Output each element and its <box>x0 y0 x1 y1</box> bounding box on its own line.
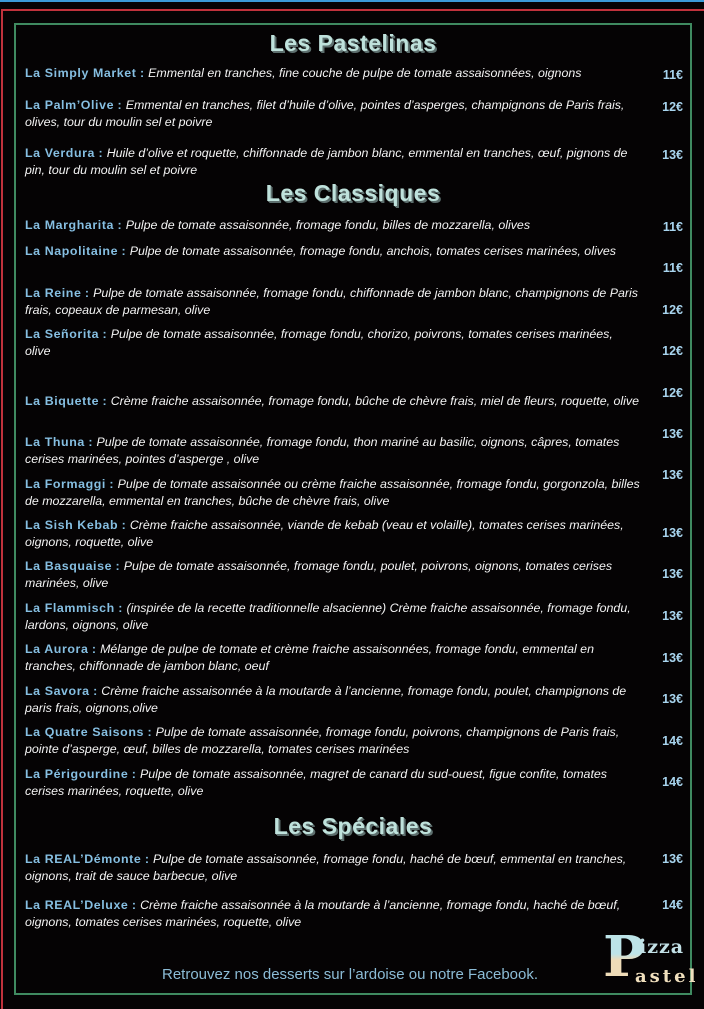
item-price: 13€ <box>662 526 683 540</box>
item-description: Pulpe de tomate assaisonnée, fromage fondu, poivrons, champignons de Paris frais, pointe d’asperge, œuf, billes de mozzarella, tomates cerises marinées <box>25 725 620 756</box>
item-separator: : <box>117 98 123 112</box>
item-description: Crème fraiche assaisonnée à la moutarde à l’ancienne, fromage fondu, poulet, champignons de paris frais, oignons,olive <box>25 684 627 715</box>
item-name: La Flammisch <box>25 601 115 615</box>
item-price: 11€ <box>662 220 683 234</box>
logo-line-2: astel <box>635 966 699 987</box>
item-separator: : <box>121 518 127 532</box>
section-title-speciales: Les Spéciales <box>273 813 433 839</box>
item-price: 13€ <box>662 692 683 706</box>
item-separator: : <box>88 435 94 449</box>
menu-item-flammisch <box>25 600 640 633</box>
menu-item-simply-market <box>25 65 640 82</box>
menu-item-quatre-saisons <box>25 724 640 757</box>
item-name: La Thuna <box>25 435 85 449</box>
item-price: 13€ <box>662 651 683 665</box>
menu-item-aurora <box>25 641 640 674</box>
menu-item-senorita <box>25 326 640 359</box>
item-separator: : <box>102 394 108 408</box>
item-separator: : <box>91 642 97 656</box>
item-description: Mélange de pulpe de tomate et crème fraiche assaisonnées, fromage fondu, emmental en tranches, chiffonnade de jambon blanc, oeuf <box>25 642 594 673</box>
menu-item-savora <box>25 683 640 716</box>
footer-note: Retrouvez nos desserts sur l’ardoise ou notre Facebook. <box>161 966 539 983</box>
item-price: 13€ <box>662 148 683 162</box>
item-price: 13€ <box>662 427 683 441</box>
item-description: (inspirée de la recette traditionnelle alsacienne) Crème fraiche assaisonnée, fromage fondu, lardons, oignons, olive <box>25 601 631 632</box>
item-name: La Formaggi <box>25 477 106 491</box>
menu-item-palm-olive <box>25 97 640 130</box>
item-separator: : <box>117 218 123 232</box>
item-name: La Simply Market <box>25 66 137 80</box>
logo-initial: P <box>603 924 646 990</box>
top-accent-line <box>0 0 704 2</box>
item-description: Pulpe de tomate assaisonnée, fromage fondu, chiffonnade de jambon blanc, champignons de Paris frais, copeaux de parmesan, olive <box>25 286 638 317</box>
item-price: 11€ <box>662 68 683 82</box>
item-separator: : <box>131 898 137 912</box>
item-price: 14€ <box>662 898 683 912</box>
item-description: Pulpe de tomate assaisonnée ou crème fraiche assaisonnée, fromage fondu, gorgonzola, billes de mozzarella, emmental en tranches, bûche de chèvre frais, olive <box>25 477 640 508</box>
item-description: Crème fraiche assaisonnée à la moutarde à l’ancienne, fromage fondu, haché de bœuf, oignons, tomates cerises marinées, roquette, olive <box>25 898 621 929</box>
item-price: 13€ <box>662 852 683 866</box>
item-description: Pulpe de tomate assaisonnée, fromage fondu, billes de mozzarella, olives <box>125 218 531 232</box>
item-description: Emmental en tranches, fine couche de pulpe de tomate assaisonnées, oignons <box>148 66 582 80</box>
menu-item-napolitaine <box>25 243 640 260</box>
item-name: La Sish Kebab <box>25 518 119 532</box>
item-name: La Napolitaine <box>25 244 119 258</box>
item-description: Pulpe de tomate assaisonnée, fromage fondu, chorizo, poivrons, tomates cerises marinées, olive <box>25 327 613 358</box>
pizza-pastel-logo <box>603 924 699 992</box>
item-separator: : <box>118 601 124 615</box>
section-title-pastelinas: Les Pastelinas <box>269 30 437 56</box>
item-separator: : <box>147 725 153 739</box>
item-price: 12€ <box>662 386 683 400</box>
item-description: Pulpe de tomate assaisonnée, fromage fondu, poulet, poivrons, oignons, tomates cerises marinées, olive <box>25 559 613 590</box>
menu-item-basquaise <box>25 558 640 591</box>
item-separator: : <box>144 852 150 866</box>
item-name: La Périgourdine <box>25 767 129 781</box>
item-name: La Aurora <box>25 642 89 656</box>
item-name: La Biquette <box>25 394 100 408</box>
item-price: 14€ <box>662 734 683 748</box>
menu-item-formaggi <box>25 476 640 509</box>
item-description: Crème fraiche assaisonnée, viande de kebab (veau et volaille), tomates cerises marinées, oignons, roquette, olive <box>25 518 624 549</box>
item-name: La Palm’Olive <box>25 98 115 112</box>
item-separator: : <box>93 684 98 698</box>
item-price: 12€ <box>662 344 683 358</box>
item-description: Pulpe de tomate assaisonnée, magret de canard du sud-ouest, figue confite, tomates cerises marinées, roquette, olive <box>25 767 607 798</box>
section-title-classiques: Les Classiques <box>265 180 441 206</box>
item-name: La Quatre Saisons <box>25 725 144 739</box>
item-price: 14€ <box>662 775 683 789</box>
item-description: Pulpe de tomate assaisonnée, fromage fondu, haché de bœuf, emmental en tranches, oignons, trait de sauce barbecue, olive <box>25 852 627 883</box>
item-price: 13€ <box>662 468 683 482</box>
item-description: Huile d’olive et roquette, chiffonnade de jambon blanc, emmental en tranches, œuf, pignons de pin, tour du moulin sel et poivre <box>25 146 628 177</box>
item-description: Pulpe de tomate assaisonnée, fromage fondu, anchois, tomates cerises marinées, olives <box>129 244 616 258</box>
menu-item-real-deluxe <box>25 897 640 930</box>
item-name: La Margharita <box>25 218 115 232</box>
menu-item-perigourdine <box>25 766 640 799</box>
item-description: Crème fraiche assaisonnée, fromage fondu, bûche de chèvre frais, miel de fleurs, roquette, olive <box>110 394 639 408</box>
item-separator: : <box>115 559 121 573</box>
item-description: Emmental en tranches, filet d’huile d’olive, pointes d’asperges, champignons de Paris frais, olives, tour du moulin sel et poivre <box>25 98 625 129</box>
menu-item-thuna <box>25 434 640 467</box>
item-separator: : <box>139 66 145 80</box>
menu-item-margharita <box>25 217 640 234</box>
item-price: 13€ <box>662 609 683 623</box>
item-separator: : <box>84 286 90 300</box>
item-separator: : <box>121 244 127 258</box>
item-price: 11€ <box>662 261 683 275</box>
menu-item-reine <box>25 285 640 318</box>
item-separator: : <box>98 146 104 160</box>
menu-item-verdura <box>25 145 640 178</box>
item-name: La Señorita <box>25 327 100 341</box>
item-price: 12€ <box>662 100 683 114</box>
item-description: Pulpe de tomate assaisonnée, fromage fondu, thon mariné au basilic, oignons, câpres, tomates cerises marinées, pointes d’asperge , olive <box>25 435 620 466</box>
logo-line-1: izza <box>639 936 685 958</box>
item-name: La Verdura <box>25 146 96 160</box>
item-name: La Basquaise <box>25 559 113 573</box>
item-name: La Reine <box>25 286 82 300</box>
item-separator: : <box>131 767 137 781</box>
item-separator: : <box>109 477 115 491</box>
item-separator: : <box>102 327 108 341</box>
menu-item-real-demonte <box>25 851 640 884</box>
item-name: La Savora <box>25 684 90 698</box>
item-price: 12€ <box>662 303 683 317</box>
item-name: La REAL’Deluxe <box>25 898 129 912</box>
item-name: La REAL’Démonte <box>25 852 142 866</box>
item-price: 13€ <box>662 567 683 581</box>
menu-item-sish-kebab <box>25 517 640 550</box>
menu-item-biquette <box>25 393 640 410</box>
